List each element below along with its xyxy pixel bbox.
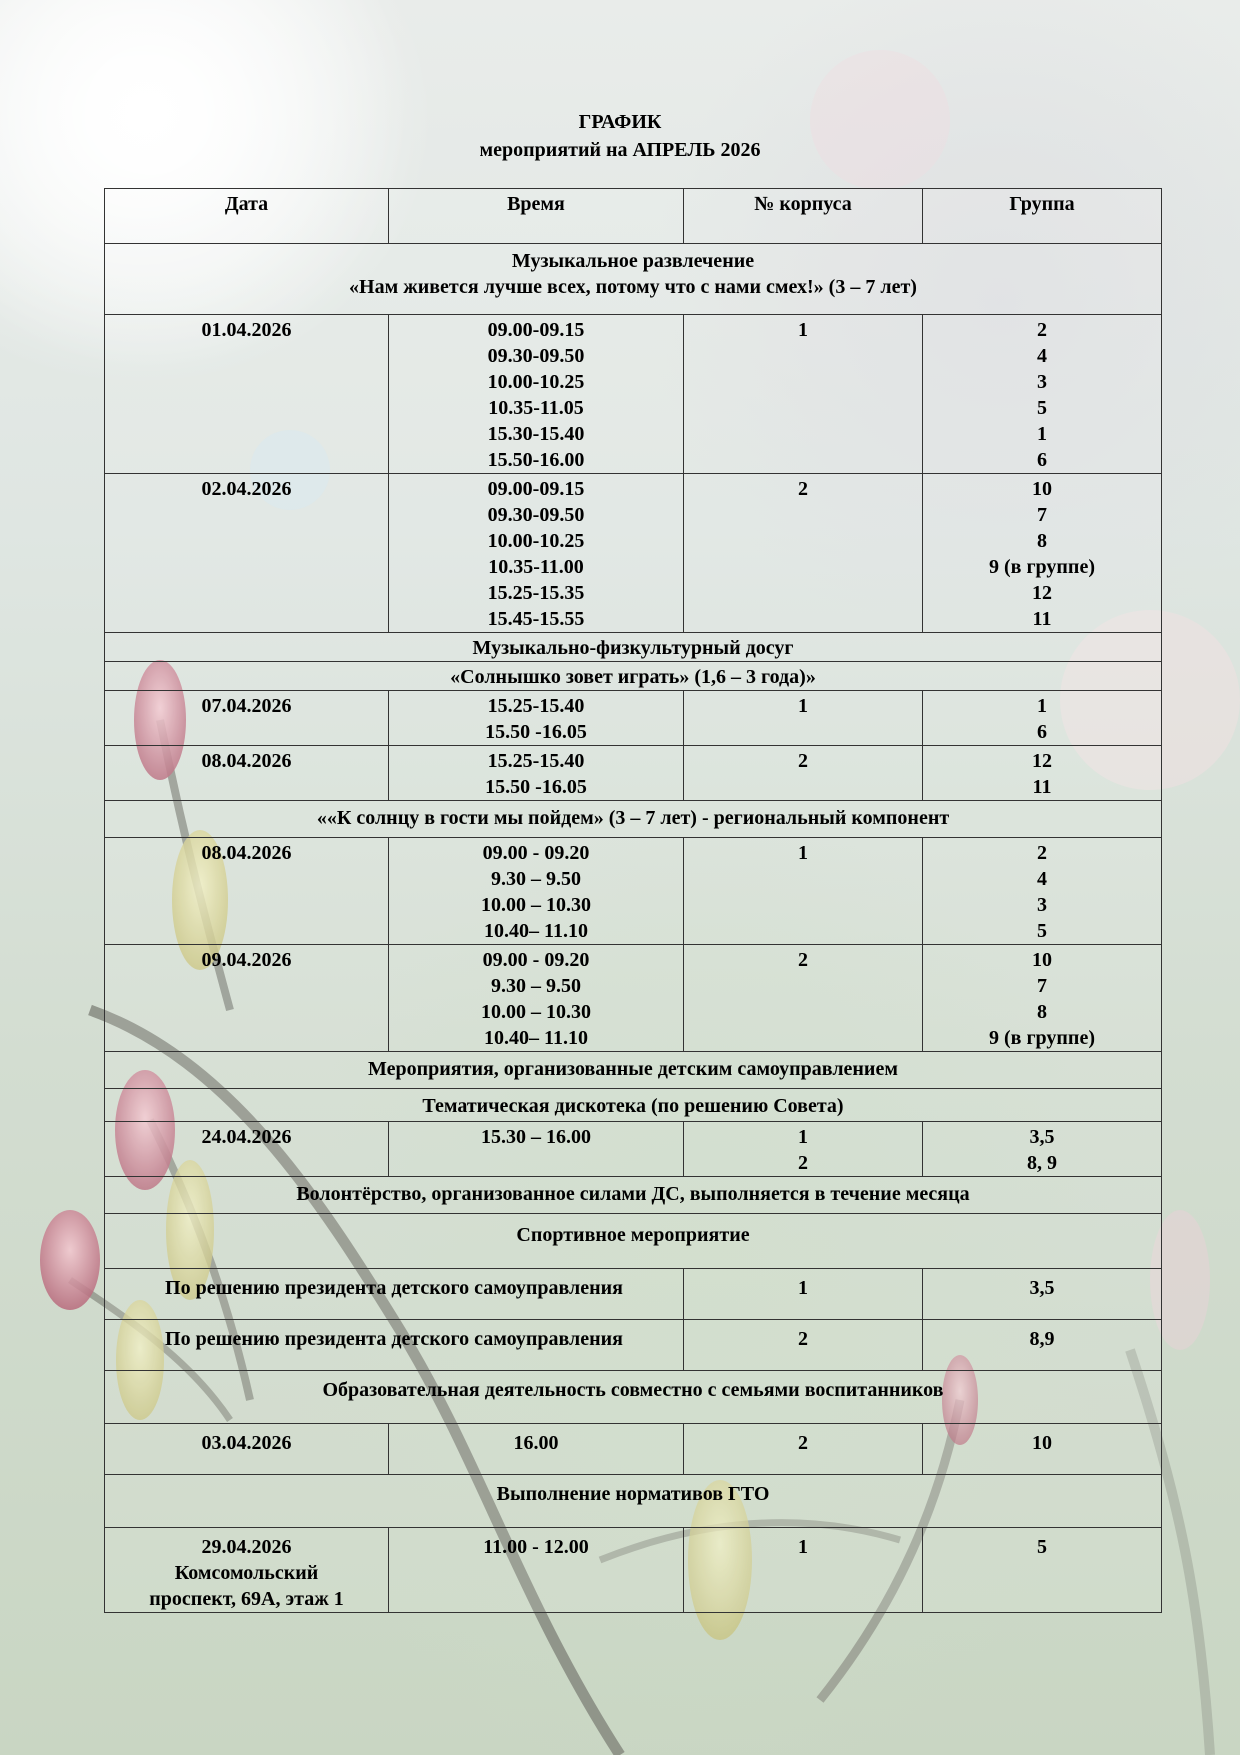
document-subtitle: мероприятий на АПРЕЛЬ 2026	[479, 139, 761, 161]
group-cell: 2 4 3 5 1 6	[923, 315, 1162, 474]
date-cell: 01.04.2026	[105, 315, 389, 474]
section-row	[105, 801, 1162, 838]
time-cell: 15.30 – 16.00	[389, 1122, 684, 1177]
date-cell: 24.04.2026	[105, 1122, 389, 1177]
table-row	[105, 1320, 1162, 1371]
table-row	[105, 746, 1162, 801]
bud	[40, 1210, 100, 1310]
section-title: Музыкально-физкультурный досуг	[105, 633, 1162, 662]
building-cell: 1 2	[684, 1122, 923, 1177]
date-cell: 07.04.2026	[105, 691, 389, 746]
schedule-table	[104, 188, 1162, 1613]
section-title: Образовательная деятельность совместно с семьями воспитанников	[105, 1371, 1162, 1424]
section-row	[105, 1089, 1162, 1122]
group-cell: 5	[923, 1528, 1162, 1613]
section-title: ««К солнцу в гости мы пойдем» (3 – 7 лет) - региональный компонент	[105, 801, 1162, 838]
table-row	[105, 1122, 1162, 1177]
date-cell: 09.04.2026	[105, 945, 389, 1052]
table-row	[105, 691, 1162, 746]
section-row	[105, 1214, 1162, 1269]
table-row	[105, 1424, 1162, 1475]
document-title: ГРАФИК	[578, 111, 662, 133]
time-cell: 11.00 - 12.00	[389, 1528, 684, 1613]
section-row	[105, 1052, 1162, 1089]
date-cell: 08.04.2026	[105, 746, 389, 801]
group-cell: 10 7 8 9 (в группе)	[923, 945, 1162, 1052]
section-row	[105, 633, 1162, 662]
table-row	[105, 1269, 1162, 1320]
header-date: Дата	[105, 189, 389, 244]
section-title: Спортивное мероприятие	[105, 1214, 1162, 1269]
time-cell: 15.25-15.40 15.50 -16.05	[389, 746, 684, 801]
building-cell: 2	[684, 1320, 923, 1371]
section-row	[105, 244, 1162, 315]
header-time: Время	[389, 189, 684, 244]
section-title: Выполнение нормативов ГТО	[105, 1475, 1162, 1528]
table-row	[105, 838, 1162, 945]
time-cell: 15.25-15.40 15.50 -16.05	[389, 691, 684, 746]
header-group: Группа	[923, 189, 1162, 244]
building-cell: 1	[684, 1269, 923, 1320]
event-label-cell: По решению президента детского самоуправления	[105, 1269, 684, 1320]
section-row	[105, 662, 1162, 691]
group-cell: 1 6	[923, 691, 1162, 746]
time-cell: 09.00 - 09.20 9.30 – 9.50 10.00 – 10.30 10.40– 11.10	[389, 945, 684, 1052]
building-cell: 2	[684, 474, 923, 633]
section-subtitle: «Солнышко зовет играть» (1,6 – 3 года)»	[105, 662, 1162, 691]
table-row	[105, 315, 1162, 474]
building-cell: 2	[684, 945, 923, 1052]
section-row	[105, 1177, 1162, 1214]
time-cell: 09.00-09.15 09.30-09.50 10.00-10.25 10.35-11.05 15.30-15.40 15.50-16.00	[389, 315, 684, 474]
group-cell: 12 11	[923, 746, 1162, 801]
group-cell: 2 4 3 5	[923, 838, 1162, 945]
table-row	[105, 474, 1162, 633]
building-cell: 1	[684, 838, 923, 945]
group-cell: 3,5 8, 9	[923, 1122, 1162, 1177]
section-title: Мероприятия, организованные детским самоуправлением	[105, 1052, 1162, 1089]
group-cell: 3,5	[923, 1269, 1162, 1320]
group-cell: 10 7 8 9 (в группе) 12 11	[923, 474, 1162, 633]
group-cell: 8,9	[923, 1320, 1162, 1371]
header-building: № корпуса	[684, 189, 923, 244]
building-cell: 1	[684, 1528, 923, 1613]
time-cell: 09.00 - 09.20 9.30 – 9.50 10.00 – 10.30 10.40– 11.10	[389, 838, 684, 945]
building-cell: 1	[684, 315, 923, 474]
time-cell: 16.00	[389, 1424, 684, 1475]
table-row	[105, 945, 1162, 1052]
event-label-cell: По решению президента детского самоуправления	[105, 1320, 684, 1371]
date-cell: 29.04.2026 Комсомольский проспект, 69А, этаж 1	[105, 1528, 389, 1613]
section-row	[105, 1475, 1162, 1528]
date-cell: 03.04.2026	[105, 1424, 389, 1475]
date-cell: 02.04.2026	[105, 474, 389, 633]
table-row	[105, 1528, 1162, 1613]
section-row	[105, 1371, 1162, 1424]
building-cell: 2	[684, 746, 923, 801]
section-title: Волонтёрство, организованное силами ДС, выполняется в течение месяца	[105, 1177, 1162, 1214]
section-title: Музыкальное развлечение «Нам живется лучше всех, потому что с нами смех!» (3 – 7 лет)	[105, 244, 1162, 315]
table-header-row	[105, 189, 1162, 244]
building-cell: 2	[684, 1424, 923, 1475]
time-cell: 09.00-09.15 09.30-09.50 10.00-10.25 10.35-11.00 15.25-15.35 15.45-15.55	[389, 474, 684, 633]
building-cell: 1	[684, 691, 923, 746]
section-title: Тематическая дискотека (по решению Совета)	[105, 1089, 1162, 1122]
group-cell: 10	[923, 1424, 1162, 1475]
date-cell: 08.04.2026	[105, 838, 389, 945]
